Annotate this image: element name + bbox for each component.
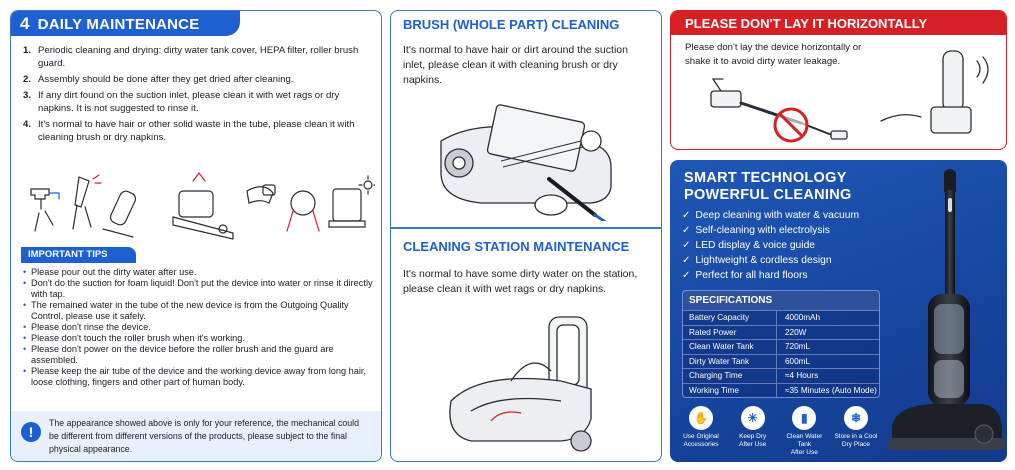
- spec-key: Clean Water Tank: [683, 340, 777, 354]
- maintenance-step: [23, 89, 375, 115]
- smart-technology-title: [684, 170, 852, 204]
- tap-icon: [31, 189, 59, 231]
- title-line-2: POWERFUL CLEANING: [684, 187, 852, 203]
- daily-maintenance-title: DAILY MAINTENANCE: [37, 16, 200, 33]
- maintenance-illustrations: [23, 171, 375, 243]
- cover-icon: [287, 191, 319, 231]
- care-icons: [676, 406, 881, 457]
- roller-brush-icon: [247, 185, 275, 203]
- tip-item: • Please pour out the dirty water after use.: [23, 267, 375, 278]
- spec-key: Dirty Water Tank: [683, 355, 777, 369]
- step-text: If any dirt found on the suction inlet, please clean it with wet rags or dry napkins. It is not suggested to rinse it.: [38, 90, 340, 114]
- water-tank-icon: ▮: [792, 406, 816, 430]
- care-item: [728, 406, 778, 457]
- spec-value: ≈4 Hours: [785, 371, 819, 381]
- spec-row: [683, 354, 879, 369]
- step-number: 3.: [23, 90, 32, 101]
- spec-value: ≈35 Minutes (Auto Mode): [785, 385, 877, 395]
- feature-item: [682, 238, 859, 253]
- care-label: Store in a Cool: [834, 433, 878, 440]
- care-label: After Use: [739, 441, 767, 448]
- spec-value: 4000mAh: [785, 313, 821, 323]
- sun-icon: ☀: [741, 406, 765, 430]
- feature-item: [682, 253, 859, 268]
- horizontal-warning-title: PLEASE DON'T LAY IT HORIZONTALLY: [671, 11, 1006, 35]
- maintenance-step: [23, 118, 375, 144]
- feature-item: [682, 268, 859, 283]
- daily-maintenance-panel: [10, 10, 382, 462]
- maintenance-step: [23, 73, 375, 86]
- step-number: 4.: [23, 119, 32, 130]
- brush-cleaning-text: It's normal to have hair or dirt around the suction inlet, please clean it with cleaning brush or dry napkins.: [403, 44, 628, 86]
- spec-value: 600mL: [785, 356, 811, 366]
- drying-device-icon: [329, 189, 365, 227]
- step-text: It's normal to have hair or other solid waste in the tube, please clean it with cleaning brush or dry napkins.: [38, 119, 355, 143]
- check-icon: ✓: [682, 255, 691, 266]
- care-item: [779, 406, 829, 457]
- station-illustration: [431, 311, 631, 461]
- step-number: 2.: [23, 74, 32, 85]
- care-label: Clean Water Tank: [786, 433, 823, 448]
- horizontal-warning-panel: [670, 10, 1007, 150]
- important-tips-list: [23, 267, 375, 388]
- prohibited-icon: [775, 109, 807, 141]
- feature-item: [682, 223, 859, 238]
- step-number: 1.: [23, 45, 32, 56]
- step-text: Assembly should be done after they get dried after cleaning.: [38, 74, 294, 85]
- tip-item: • Please don't rinse the device.: [23, 322, 375, 333]
- spec-value: 220W: [785, 327, 807, 337]
- horizontal-warning-illustration: [681, 41, 1001, 149]
- daily-maintenance-header: [10, 10, 240, 36]
- care-label: Keep Dry: [739, 433, 767, 440]
- device-tray-icon: [173, 173, 233, 239]
- snowflake-icon: ❄: [844, 406, 868, 430]
- feature-text: Deep cleaning with water & vacuum: [695, 210, 860, 221]
- smart-technology-panel: [670, 160, 1007, 462]
- spec-row: [683, 310, 879, 325]
- feature-item: [682, 208, 859, 223]
- tip-item: • Please don't power on the device before the roller brush and the guard are assembled.: [23, 344, 375, 366]
- exclamation-icon: !: [21, 422, 41, 442]
- maintenance-step: [23, 44, 375, 70]
- tip-item: • Please don't touch the roller brush when it's working.: [23, 333, 375, 344]
- station-maintenance-text: It's normal to have some dirty water on the station, please clean it with wet rags or dry napkins.: [403, 268, 638, 295]
- panel-divider: [391, 227, 661, 229]
- spec-row: [683, 368, 879, 383]
- station-maintenance-title: CLEANING STATION MAINTENANCE: [403, 239, 630, 254]
- check-icon: ✓: [682, 210, 691, 221]
- check-icon: ✓: [682, 270, 691, 281]
- feature-text: Lightweight & cordless design: [695, 255, 832, 266]
- care-label: After Use: [790, 449, 818, 456]
- brush-station-panel: [390, 10, 662, 462]
- spec-key: Rated Power: [683, 326, 777, 340]
- filter-cylinder-icon: [103, 189, 137, 237]
- care-label: Dry Place: [841, 441, 871, 448]
- brush-head-illustration: [431, 101, 631, 221]
- hand-icon: ✋: [689, 406, 713, 430]
- feature-text: Self-cleaning with electrolysis: [695, 225, 830, 236]
- feature-text: LED display & voice guide: [695, 240, 816, 251]
- care-item: [676, 406, 726, 457]
- section-number: 4: [20, 14, 30, 33]
- spec-key: Working Time: [683, 384, 777, 398]
- specifications-table: [682, 290, 880, 398]
- appearance-notice: [11, 411, 381, 461]
- spec-row: [683, 325, 879, 340]
- tip-item: • Don't do the suction for foam liquid! Don't put the device into water or rinse it directly with tap.: [23, 278, 375, 300]
- important-tips-header: IMPORTANT TIPS: [21, 247, 136, 263]
- feature-list: [682, 208, 859, 283]
- check-icon: ✓: [682, 240, 691, 251]
- feature-text: Perfect for all hard floors: [695, 270, 808, 281]
- spec-row: [683, 383, 879, 398]
- tip-item: • Please keep the air tube of the device and the working device away from long hair, loose clothing, fingers and other part of human body.: [23, 366, 375, 388]
- care-label: Accessories: [683, 441, 719, 448]
- filter-brush-icon: [73, 175, 101, 229]
- specifications-title: SPECIFICATIONS: [683, 291, 879, 310]
- step-text: Periodic cleaning and drying: dirty water tank cover, HEPA filter, roller brush guard.: [38, 45, 359, 69]
- maintenance-steps: [23, 44, 375, 147]
- spec-value: 720mL: [785, 342, 811, 352]
- tip-item: • The remained water in the tube of the new device is from the Outgoing Quality Control, please use it safely.: [23, 300, 375, 322]
- spec-row: [683, 339, 879, 354]
- care-item: [831, 406, 881, 457]
- spec-key: Battery Capacity: [683, 311, 777, 325]
- check-icon: ✓: [682, 225, 691, 236]
- notice-text: The appearance showed above is only for your reference, the mechanical could be different from different versions of the products, please subject to the final physical appearance.: [49, 418, 360, 454]
- brush-cleaning-title: BRUSH (WHOLE PART) CLEANING: [403, 17, 620, 32]
- spec-key: Charging Time: [683, 369, 777, 383]
- title-line-1: SMART TECHNOLOGY: [684, 170, 847, 186]
- horizontal-warning-text: Please don't lay the device horizontally or shake it to avoid dirty water leakage.: [685, 42, 862, 67]
- vacuum-device-image: [882, 164, 1007, 460]
- care-label: Use Original: [683, 433, 719, 440]
